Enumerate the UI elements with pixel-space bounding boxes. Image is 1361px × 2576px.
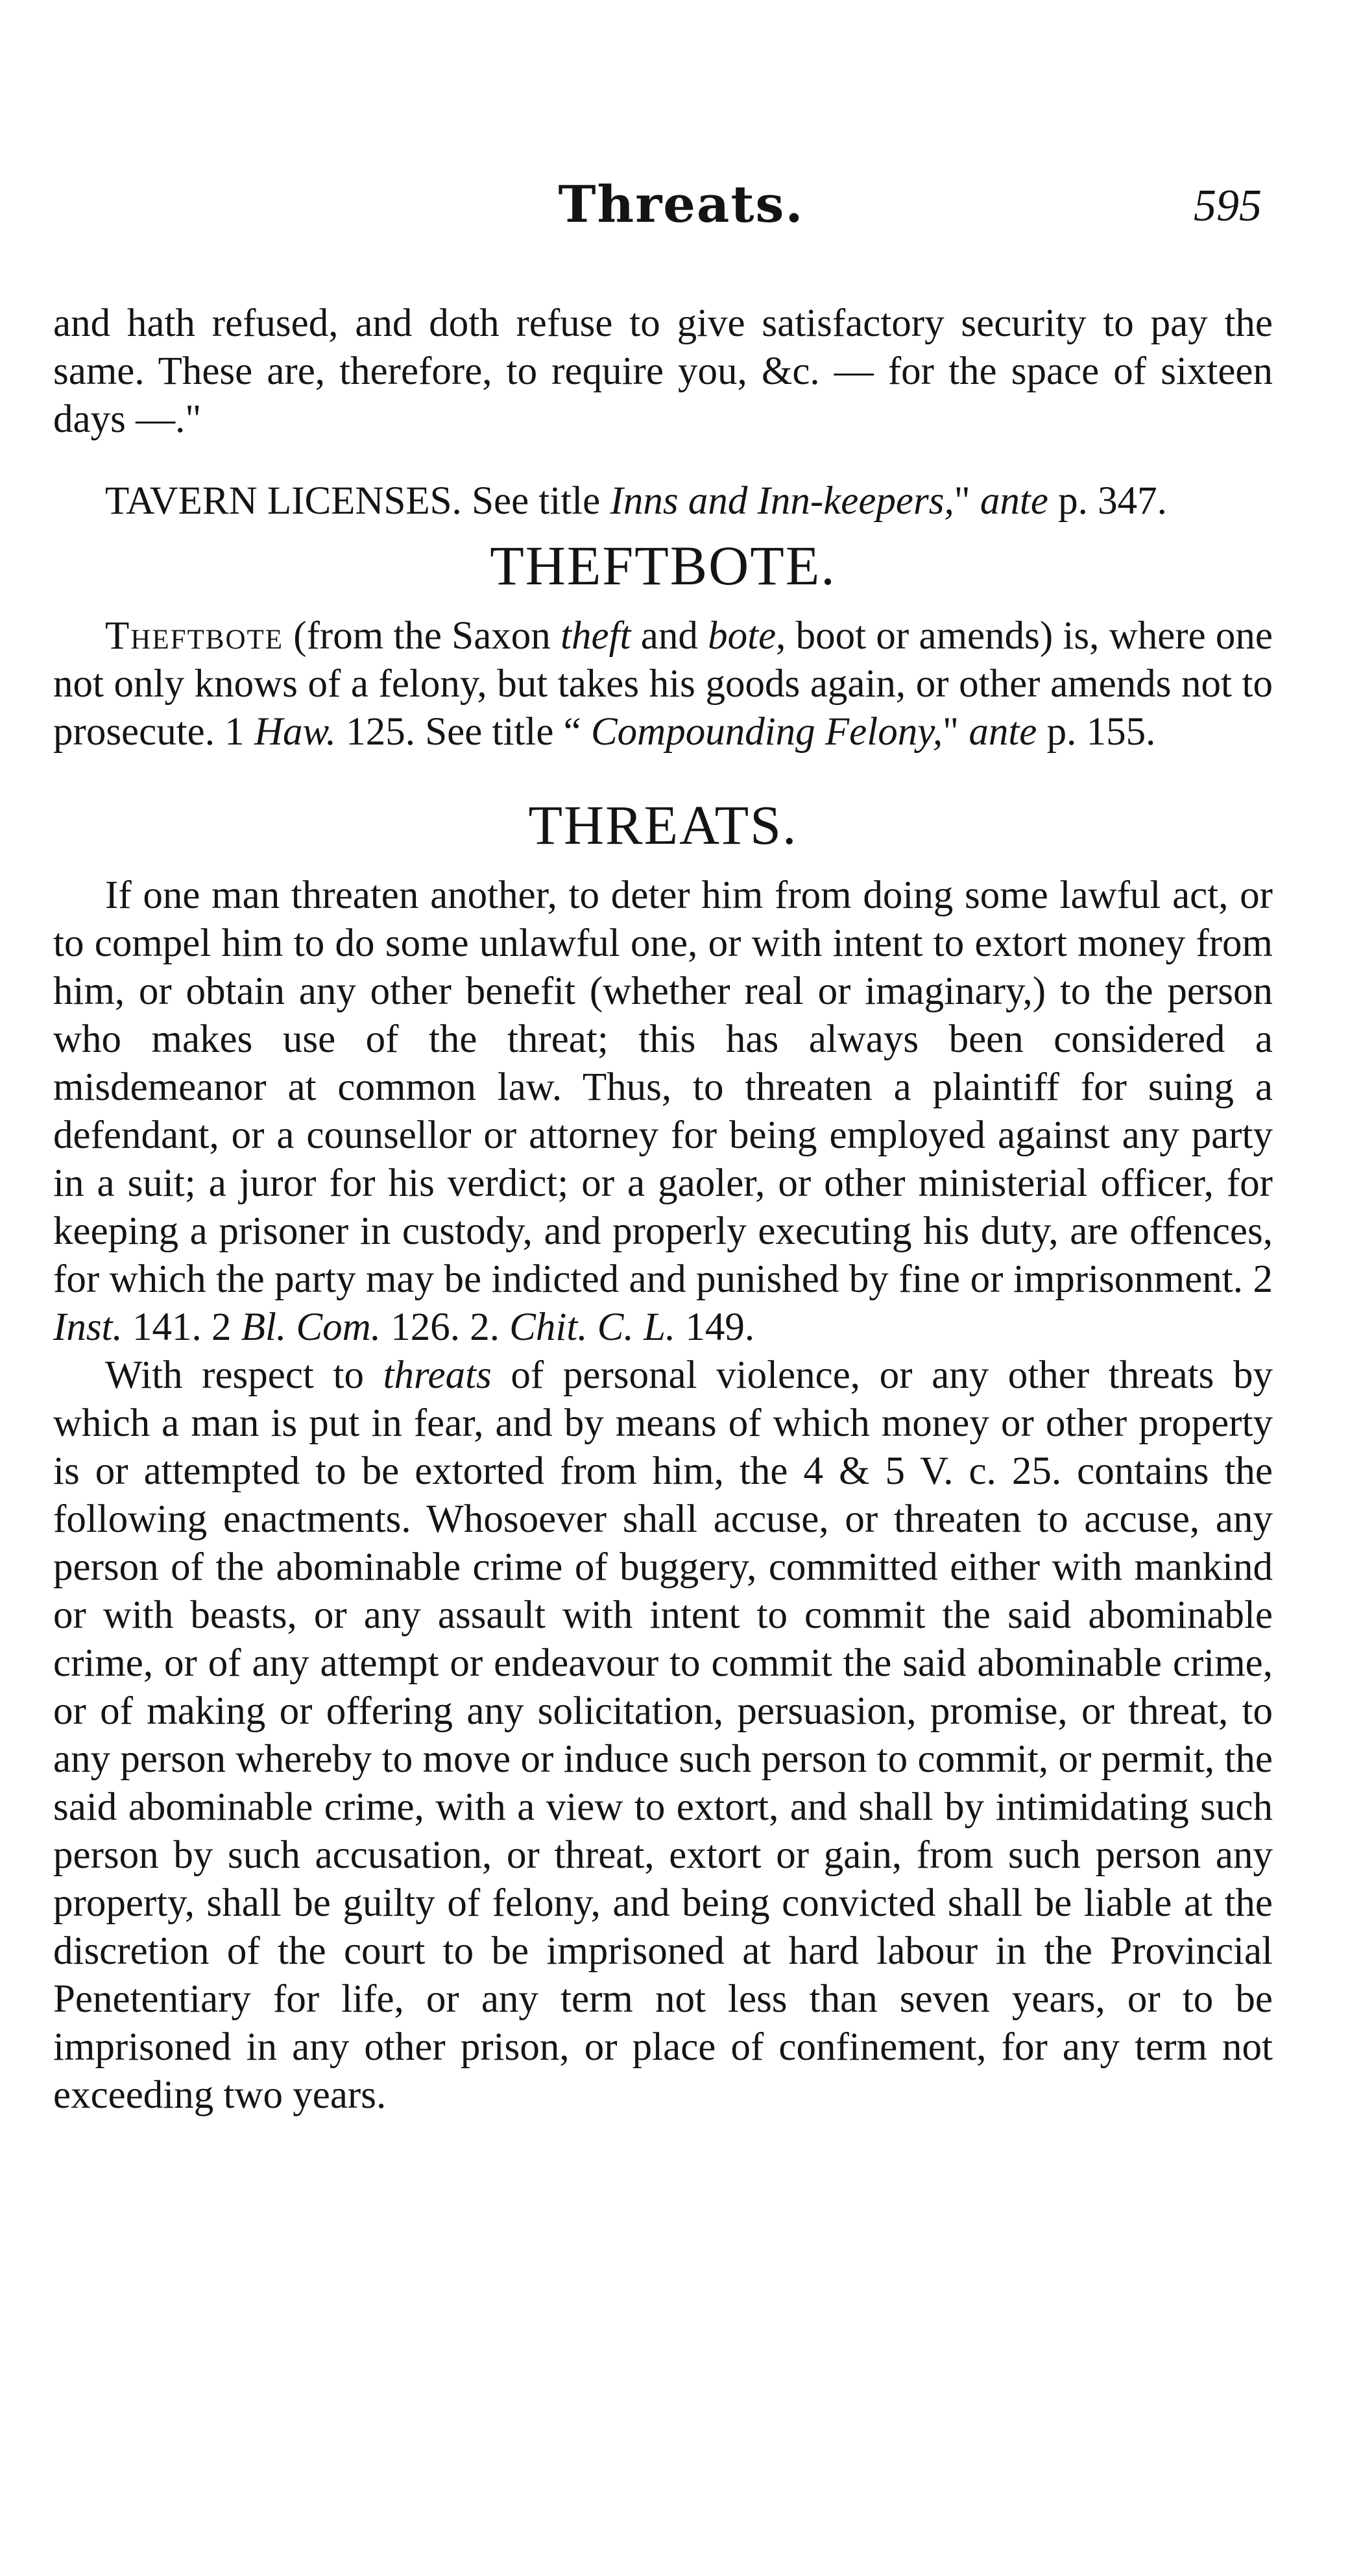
tavern-page-ref: p. 347. (1048, 479, 1167, 523)
threats-p1-mid: 141. 2 (122, 1306, 241, 1349)
threats-p1-text: If one man threaten another, to deter him from doing some lawful act, or to compel him to do some unlawful one, or with intent to extort money from him, or obtain any other benefit (whether real or imaginary,) to the person who makes use of the threat; this has always been considered a misdemeanor at common law. Thus, to threaten a plaintiff for suing a defendant, or a counsellor or attorney for being employed against any party in a suit; a juror for his verdict; or a gaoler, or other ministerial officer, for keeping a prisoner in custody, and properly executing his duty, are offences, for which the party may be indicted and punished by fine or imprisonment. 2 (53, 874, 1273, 1301)
theftbote-bote: bote (708, 614, 777, 658)
theftbote-haw: Haw. (254, 710, 336, 754)
body-text (53, 300, 1273, 2119)
theftbote-term: Theftbote (105, 614, 284, 658)
threats-p1-mid2: 126. 2. (380, 1306, 510, 1349)
theftbote-text-3: 125. See title “ (335, 710, 591, 754)
threats-p1-bl-com: Bl. Com. (241, 1306, 381, 1349)
tavern-ref-title: Inns and Inn-keepers, (610, 479, 954, 523)
theftbote-and: and (631, 614, 708, 658)
threats-p2-threats: threats (383, 1354, 492, 1397)
running-title: Threats. (558, 175, 804, 234)
theftbote-heading: THEFTBOTE. (490, 534, 836, 597)
theftbote-text-1: (from the Saxon (283, 614, 561, 658)
threats-p1-chit: Chit. C. L. (509, 1306, 676, 1349)
theftbote-ante: ante (969, 710, 1037, 754)
threats-paragraph-1 (53, 872, 1273, 1352)
tavern-licenses-label: TAVERN LICENSES. (105, 479, 462, 523)
theftbote-paragraph (53, 612, 1273, 756)
tavern-close-quote: " (954, 479, 980, 523)
theftbote-compounding: Compounding Felony, (590, 710, 943, 754)
page-number: 595 (1194, 181, 1262, 231)
tavern-ante: ante (980, 479, 1048, 523)
threats-p1-end: 149. (675, 1306, 755, 1349)
theftbote-theft: theft (560, 614, 631, 658)
tavern-see-text: See title (461, 479, 610, 523)
theftbote-text-4: " (943, 710, 969, 754)
tavern-licenses-paragraph (53, 477, 1273, 525)
running-head (0, 175, 1361, 246)
threats-paragraph-2 (53, 1352, 1273, 2119)
continuation-paragraph: and hath refused, and doth refuse to give satisfactory security to pay the same. These are, therefore, to require you, &c. — for the space of sixteen days —." (53, 302, 1273, 441)
threats-p1-inst: Inst. (53, 1306, 123, 1349)
threats-p2-start: With respect to (105, 1354, 383, 1397)
theftbote-text-5: p. 155. (1037, 710, 1156, 754)
threats-heading: THREATS. (528, 794, 798, 856)
threats-p2-text: of personal violence, or any other threats by which a man is put in fear, and by means of which money or other property is or attempted to be extorted from him, the 4 & 5 V. c. 25. contains the following enactments. Whosoever shall accuse, or threaten to accuse, any person of the abominable crime of buggery, committed either with mankind or with beasts, or any assault with intent to commit the said abominable crime, or of any attempt or endeavour to commit the said abominable crime, or of making or offering any solicitation, persuasion, promise, or threat, to any person whereby to move or induce such person to commit, or permit, the said abominable crime, with a view to extort, and shall by intimidating such person by such accusation, or threat, extort or gain, from such person any property, shall be guilty of felony, and being convicted shall be liable at the discretion of the court to be imprisoned at hard labour in the Provincial Penetentiary for life, or any term not less than seven years, or to be imprisoned in any other prison, or place of confinement, for any term not exceeding two years. (53, 1354, 1273, 2117)
theftbote-text-2: , boot or amends) is, where one not only knows of a felony, but takes his goods again, or other amends not to prosecute. 1 (53, 614, 1273, 754)
